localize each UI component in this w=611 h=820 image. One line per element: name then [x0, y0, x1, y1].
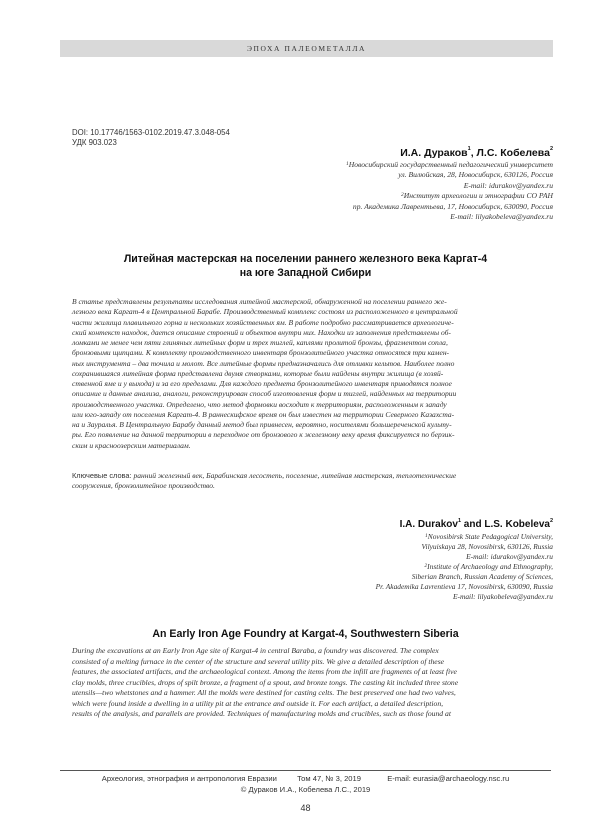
abstract-line: описание и данные анализа, аналоги, реконструирован способ изготовления форм и тиглей, найденных на территории [72, 389, 457, 399]
author-sup: 1 [457, 518, 462, 524]
abstract-line: ных инструмента – два точила и молот. Все литейные формы предназначались для отливки кельтов. Наиболее полно [72, 358, 455, 368]
abstract-line: производственного участка. Определено, что метод формовки восходит к территориям, расположенным к западу [72, 399, 447, 409]
abstract-line: utensils—two whetstones and a hammer. All the molds were destined for casting celts. The best preserved one had two valves, [72, 688, 456, 697]
authors-en: I.A. Durakov$^1$ and L.S. Kobeleva$^2$ [399, 518, 553, 530]
footer-divider [60, 770, 551, 771]
abstract-line: ский контекст находок, дается описание строений и объектов внутри них. Находки из заполнения представлены об- [72, 327, 451, 337]
abstract-line: ломками не менее чем пяти глиняных литейных форм и трех тиглей, каплями пролитой бронзы, фрагментом сопла, [72, 338, 448, 347]
affiliations-ru [346, 160, 553, 222]
keywords-label: Ключевые слова: [72, 471, 132, 480]
journal-volume: Том 47, № 3, 2019 [297, 774, 361, 783]
abstract-line: В статье представлены результаты исследования литейной мастерской, обнаруженной на поселении раннего же- [72, 297, 447, 306]
doi[interactable]: DOI: 10.17746/1563-0102.2019.47.3.048-054 [72, 128, 230, 137]
affiliation-email[interactable]: E-mail: idurakov@yandex.ru [466, 552, 553, 561]
abstract-line: части жилища плавильного горна и нескольких хозяйственных ям. В работе подробно рассматривается археологиче- [72, 317, 454, 327]
abstract-line: на и Зауралья. В Центральную Барабу данный метод был привнесен, вероятно, носителями большереченской культу- [72, 420, 452, 429]
affiliation-line: $^1$Новосибирский государственный педагогический университет [345, 160, 553, 169]
article-title-ru [70, 252, 541, 280]
journal-name: Археология, этнография и антропология Евразии [101, 774, 277, 783]
journal-email[interactable]: E-mail: eurasia@archaeology.nsc.ru [387, 774, 510, 783]
affiliation-email[interactable]: E-mail: idurakov@yandex.ru [463, 180, 553, 190]
affiliations-en [376, 532, 553, 602]
title-line: Литейная мастерская на поселении раннего железного века Каргат-4 [123, 253, 488, 265]
author-name: L.S. Kobeleva [484, 519, 550, 530]
affiliation-line: пр. Академика Лаврентьева, 17, Новосибирск, 630090, Россия [352, 201, 553, 211]
affiliation-line: $^1$Novosibirsk State Pedagogical University, [425, 532, 553, 541]
abstract-line: лезного века Каргат-4 в Центральной Барабе. Производственный комплекс состоял из расположенного в центральной [72, 307, 458, 317]
author-sup: 2 [549, 518, 553, 524]
abstract-line: clay molds, three crucibles, drops of spilt bronze, a fragment of a spout, and bronze tongs. The casting kit included three stone [72, 677, 459, 687]
affiliation-email[interactable]: E-mail: lilyakobeleva@yandex.ru [453, 592, 553, 601]
title-line: на юге Западной Сибири [239, 267, 372, 279]
affiliation-line: $^2$Institute of Archaeology and Ethnography, [424, 562, 553, 571]
author-name: I.A. Durakov [399, 519, 458, 530]
copyright: © Дураков И.А., Кобелева Л.С., 2019 [240, 785, 371, 794]
affiliation-line: Siberian Branch, Russian Academy of Sciences, [411, 572, 553, 581]
author-name: Л.С. Кобелева [476, 147, 550, 159]
abstract-line: During the excavations at an Early Iron Age site of Kargat-4 in central Baraba, a foundry was discovered. The complex [72, 646, 439, 655]
abstract-line: results of the analysis, and parallels are provided. Techniques of manufacturing molds and crucibles, such as those found at [72, 709, 451, 718]
affiliation-line: Vilyuiskaya 28, Novosibirsk, 630126, Russia [421, 542, 553, 551]
abstract-line: consisted of a melting furnace in the center of the structure and several utility pits. We give a detailed description of these [72, 656, 445, 666]
keywords-ru [72, 471, 539, 492]
affiliation-email[interactable]: E-mail: lilyakobeleva@yandex.ru [450, 212, 553, 222]
abstract-ru [72, 297, 539, 451]
author-name: И.А. Дураков [400, 147, 468, 159]
abstract-line: сохранившаяся литейная форма представлена двумя створками, которые были найдены внутри жилища (в хозяй- [72, 368, 444, 378]
abstract-line: ским и красноозерским материалам. [72, 440, 191, 450]
affiliation-line: Pr. Akademika Lavrentieva 17, Novosibirsk, 630090, Russia [375, 582, 553, 591]
author-sup: 2 [549, 146, 553, 152]
abstract-line: или юго-западу от поселения Каргат-4. В раннескифское время он был известен на территории Северного Казахста- [72, 409, 455, 419]
abstract-line: бронзовыми щипцами. К комплекту производственного инвентаря бронзолитейного участка относятся три камен- [72, 348, 450, 358]
article-title-en: An Early Iron Age Foundry at Kargat-4, Southwestern Siberia [152, 628, 459, 640]
affiliation-line: ул. Вилюйская, 28, Новосибирск, 630126, Россия [398, 170, 553, 180]
abstract-line: ственной яме и у выхода) и за его пределами. Для каждого предмета бронзолитейного инвентаря приводятся полное [72, 379, 452, 388]
keywords-text: ранний железный век, Барабинская лесостепь, поселение, литейная мастерская, теплотехнические [133, 471, 457, 480]
keywords-text: сооружения, бронзолитейное производство. [72, 481, 215, 491]
udc: УДК 903.023 [72, 138, 117, 147]
page-number: 48 [300, 803, 311, 813]
affiliation-line: $^2$Институт археологии и этнографии СО РАН [400, 191, 553, 201]
abstract-line: features, the associated artifacts, and the archaeological context. Among the items from the infill are fragments of at least five [72, 667, 457, 676]
abstract-line: ры. Его появление на данной территории в переходное от бронзового к железному веку время фиксируется по берзик- [72, 430, 455, 440]
authors-ru: И.А. Дураков$^1$, Л.С. Кобелева$^2$ [400, 146, 553, 159]
footer-journal-line [60, 774, 551, 783]
section-header: ЭПОХА ПАЛЕОМЕТАЛЛА [60, 40, 553, 57]
author-sup: 1 [467, 146, 471, 152]
abstract-en [72, 646, 539, 720]
abstract-line: which were found inside a dwelling in a utility pit at the entrance and outside it. For each artifact, a detailed description, [72, 698, 444, 708]
